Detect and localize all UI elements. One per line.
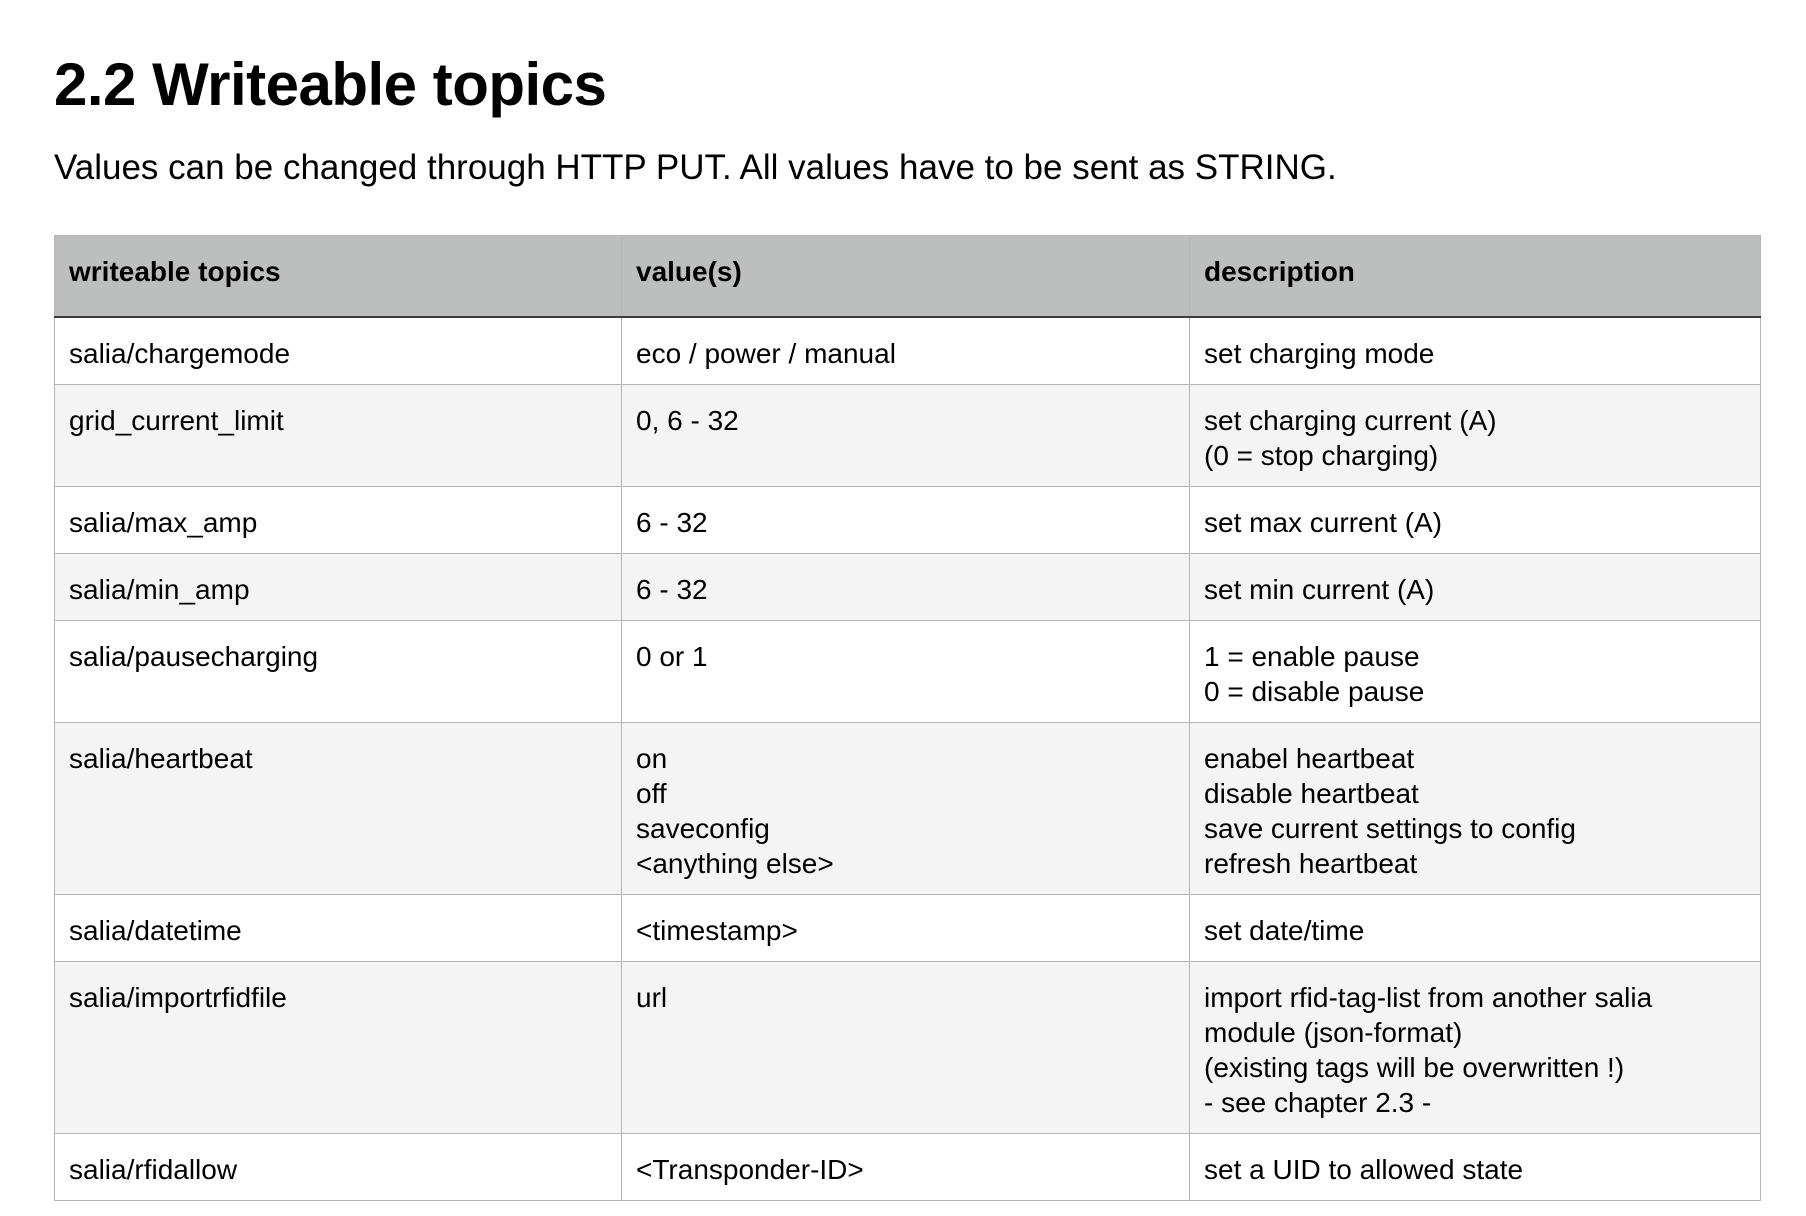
description-line: set a UID to allowed state	[1204, 1154, 1524, 1185]
header-values: value(s)	[622, 236, 1190, 318]
table-body	[55, 317, 1761, 1201]
value-line: 6 - 32	[636, 507, 708, 538]
header-description: description	[1190, 236, 1761, 318]
description-cell	[1190, 962, 1761, 1134]
table-row	[55, 554, 1761, 621]
description-cell	[1190, 385, 1761, 487]
table-row	[55, 317, 1761, 385]
value-line: saveconfig	[636, 813, 770, 844]
topic-cell: salia/chargemode	[55, 317, 622, 385]
topic-cell: salia/datetime	[55, 895, 622, 962]
value-line: <timestamp>	[636, 915, 798, 946]
values-cell	[622, 962, 1190, 1134]
topic-cell: salia/max_amp	[55, 487, 622, 554]
table-row	[55, 621, 1761, 723]
description-cell	[1190, 554, 1761, 621]
table-row	[55, 895, 1761, 962]
table-row	[55, 962, 1761, 1134]
section-heading: 2.2 Writeable topics	[54, 51, 607, 118]
values-cell	[622, 723, 1190, 895]
description-line: set min current (A)	[1204, 574, 1435, 605]
topic-cell: salia/min_amp	[55, 554, 622, 621]
value-line: 0, 6 - 32	[636, 405, 739, 436]
description-line: save current settings to config	[1204, 813, 1576, 844]
table-row	[55, 487, 1761, 554]
topic-cell: salia/importrfidfile	[55, 962, 622, 1134]
values-cell	[622, 621, 1190, 723]
description-cell	[1190, 1134, 1761, 1201]
writeable-topics-table	[54, 235, 1761, 1201]
description-line: refresh heartbeat	[1204, 848, 1418, 879]
value-line: on	[636, 743, 668, 774]
description-line: set charging current (A)	[1204, 405, 1497, 436]
description-line: module (json-format)	[1204, 1017, 1463, 1048]
description-line: import rfid-tag-list from another salia	[1204, 982, 1653, 1013]
topic-cell: salia/pausecharging	[55, 621, 622, 723]
value-line: <anything else>	[636, 848, 834, 879]
values-cell	[622, 1134, 1190, 1201]
description-cell	[1190, 487, 1761, 554]
values-cell	[622, 895, 1190, 962]
description-line: disable heartbeat	[1204, 778, 1419, 809]
description-line: enabel heartbeat	[1204, 743, 1415, 774]
description-cell	[1190, 317, 1761, 385]
description-line: 0 = disable pause	[1204, 676, 1425, 707]
description-cell	[1190, 895, 1761, 962]
description-line: 1 = enable pause	[1204, 641, 1420, 672]
table-row	[55, 1134, 1761, 1201]
description-line: - see chapter 2.3 -	[1204, 1087, 1432, 1118]
table-row	[55, 723, 1761, 895]
header-topics: writeable topics	[55, 236, 622, 318]
value-line: off	[636, 778, 667, 809]
topic-cell: salia/rfidallow	[55, 1134, 622, 1201]
value-line: <Transponder-ID>	[636, 1154, 864, 1185]
description-line: set max current (A)	[1204, 507, 1443, 538]
topic-cell: salia/heartbeat	[55, 723, 622, 895]
values-cell	[622, 385, 1190, 487]
value-line: eco / power / manual	[636, 338, 896, 369]
intro-paragraph: Values can be changed through HTTP PUT. All values have to be sent as STRING.	[54, 148, 1337, 187]
table-row	[55, 385, 1761, 487]
value-line: url	[636, 982, 668, 1013]
description-line: set date/time	[1204, 915, 1365, 946]
values-cell	[622, 317, 1190, 385]
topic-cell: grid_current_limit	[55, 385, 622, 487]
table-header-row	[55, 236, 1761, 318]
description-cell	[1190, 723, 1761, 895]
value-line: 6 - 32	[636, 574, 708, 605]
description-line: (existing tags will be overwritten !)	[1204, 1052, 1625, 1083]
values-cell	[622, 487, 1190, 554]
description-line: (0 = stop charging)	[1204, 440, 1439, 471]
value-line: 0 or 1	[636, 641, 708, 672]
description-cell	[1190, 621, 1761, 723]
description-line: set charging mode	[1204, 338, 1435, 369]
values-cell	[622, 554, 1190, 621]
